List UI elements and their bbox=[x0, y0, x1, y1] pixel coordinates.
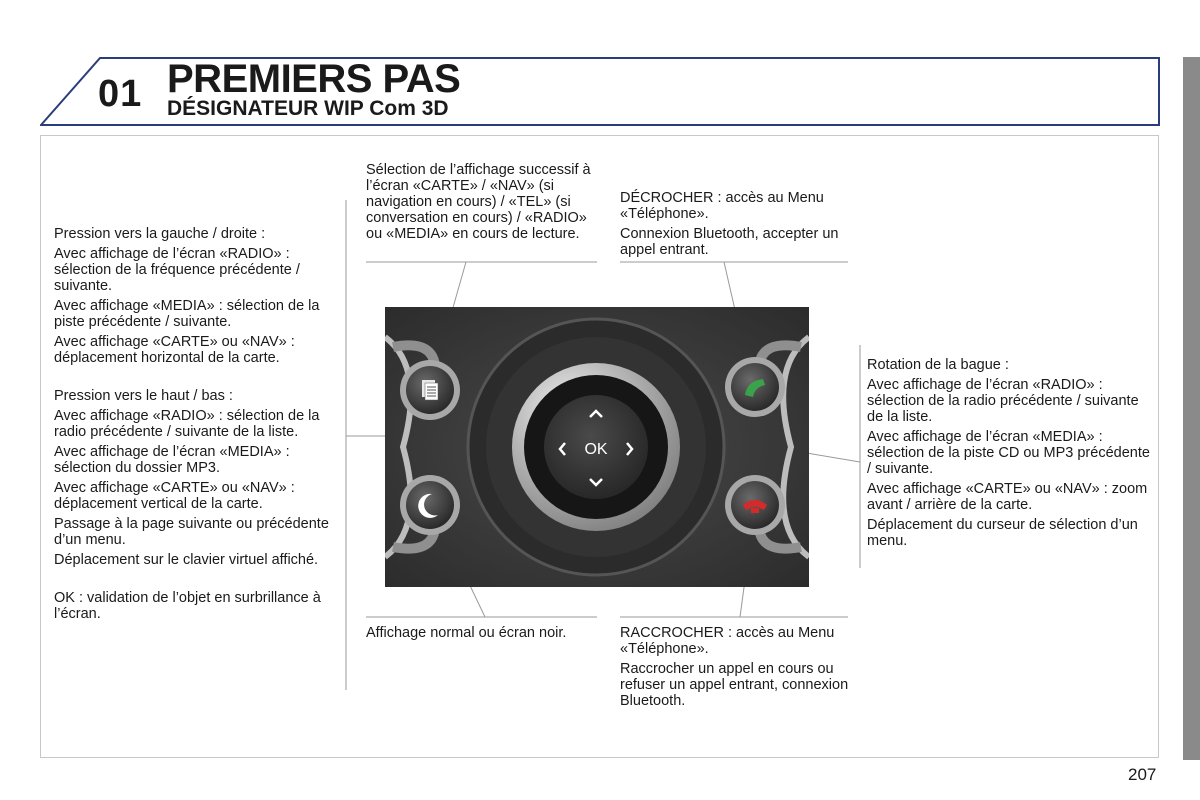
lateral-carte-text: Avec affichage «CARTE» ou «NAV» : déplacement horizontal de la carte. bbox=[54, 334, 295, 366]
vertical-carte-text: Avec affichage «CARTE» ou «NAV» : déplacement vertical de la carte. bbox=[54, 480, 295, 512]
rotation-heading: Rotation de la bague : bbox=[867, 357, 1009, 373]
vertical-heading: Pression vers le haut / bas : bbox=[54, 388, 233, 404]
keyboard-text: Déplacement sur le clavier virtuel affiché. bbox=[54, 552, 319, 568]
left-column bbox=[54, 226, 339, 626]
chapter-number: 01 bbox=[98, 73, 143, 115]
lateral-media-text: Avec affichage «MEDIA» : sélection de la piste précédente / suivante. bbox=[54, 298, 320, 330]
page-title: PREMIERS PAS bbox=[167, 57, 461, 101]
dark-mode-callout bbox=[366, 625, 598, 645]
dark-mode-text: Affichage normal ou écran noir. bbox=[366, 625, 567, 641]
ok-label: OK bbox=[584, 441, 608, 458]
pickup-callout bbox=[620, 190, 852, 262]
rotation-media-text: Avec affichage de l’écran «MEDIA» : sélection de la piste CD ou MP3 précédente / suivante. bbox=[867, 429, 1150, 477]
source-callout bbox=[366, 162, 598, 246]
rotation-cursor-text: Déplacement du curseur de sélection d’un menu. bbox=[867, 517, 1138, 549]
chapter-side-tab bbox=[1183, 57, 1200, 760]
page-subtitle: DÉSIGNATEUR WIP Com 3D bbox=[167, 97, 449, 120]
ok-validation-text: OK : validation de l’objet en surbrillance à l’écran. bbox=[54, 590, 321, 622]
pickup-button[interactable] bbox=[725, 357, 785, 417]
right-column bbox=[867, 357, 1157, 553]
bluetooth-text: Connexion Bluetooth, accepter un appel entrant. bbox=[620, 226, 839, 258]
lateral-radio-text: Avec affichage de l’écran «RADIO» : sélection de la fréquence précédente / suivante. bbox=[54, 246, 300, 294]
vertical-radio-text: Avec affichage «RADIO» : sélection de la radio précédente / suivante de la liste. bbox=[54, 408, 320, 440]
document-icon bbox=[422, 380, 438, 400]
hangup-text: RACCROCHER : accès au Menu «Téléphone». bbox=[620, 625, 835, 657]
vertical-media-text: Avec affichage de l’écran «MEDIA» : sélection du dossier MP3. bbox=[54, 444, 290, 476]
hangup-button[interactable] bbox=[725, 475, 785, 535]
page-change-text: Passage à la page suivante ou précédente d’un menu. bbox=[54, 516, 329, 548]
source-callout-text: Sélection de l’affichage successif à l’écran «CARTE» / «NAV» (si navigation en cours) / «TEL» (si conversation en cours) / «RADIO» ou «MEDIA» en cours de lecture. bbox=[366, 162, 591, 242]
pickup-text: DÉCROCHER : accès au Menu «Téléphone». bbox=[620, 190, 824, 222]
source-button[interactable] bbox=[400, 360, 460, 420]
hangup-callout bbox=[620, 625, 852, 713]
rotation-carte-text: Avec affichage «CARTE» ou «NAV» : zoom avant / arrière de la carte. bbox=[867, 481, 1148, 513]
page-header bbox=[40, 57, 1160, 125]
rotation-radio-text: Avec affichage de l’écran «RADIO» : sélection de la radio précédente / suivante de la liste. bbox=[867, 377, 1139, 425]
page-number: 207 bbox=[1128, 765, 1157, 784]
dark-mode-button[interactable] bbox=[400, 475, 460, 535]
lateral-heading: Pression vers la gauche / droite : bbox=[54, 226, 266, 242]
reject-text: Raccrocher un appel en cours ou refuser un appel entrant, connexion Bluetooth. bbox=[620, 661, 849, 709]
